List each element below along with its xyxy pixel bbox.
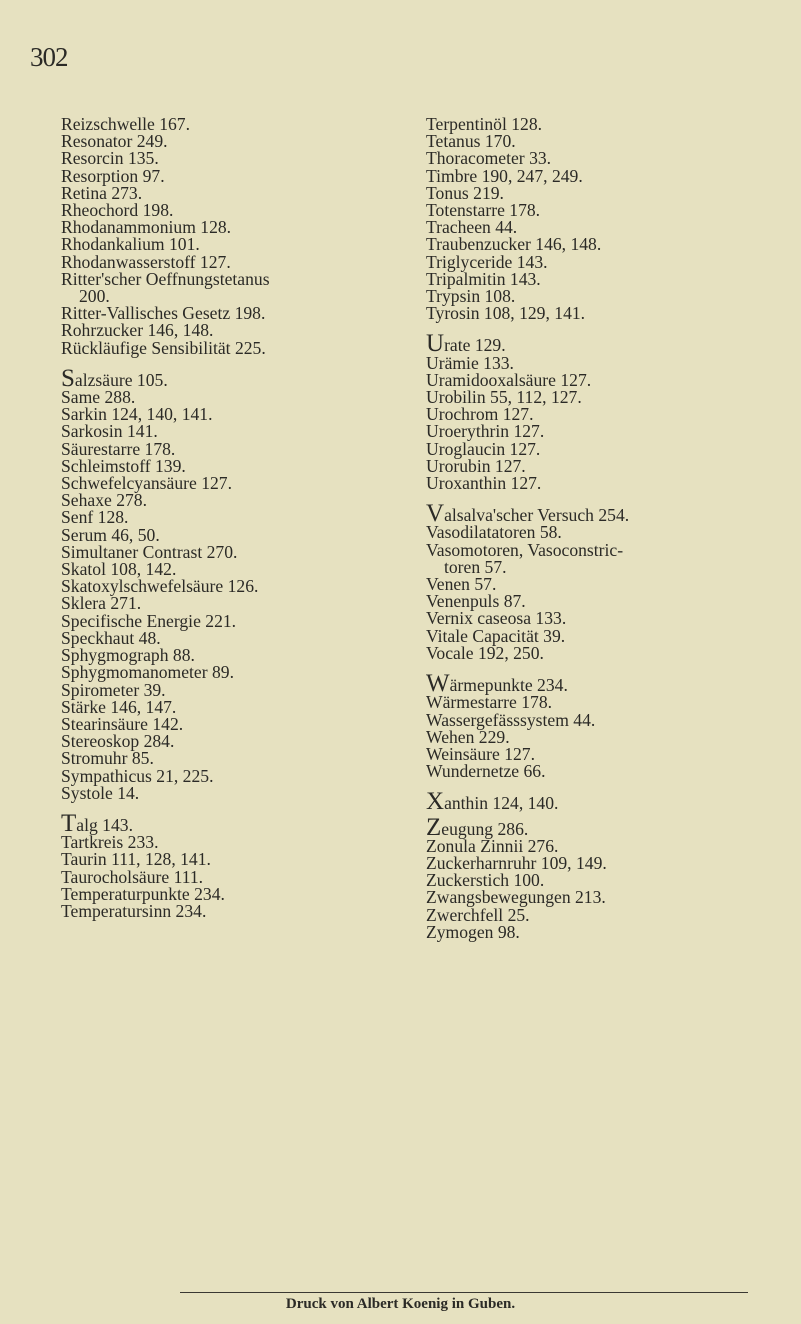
index-entry: Rohrzucker 146, 148. — [61, 320, 214, 341]
index-entry: Stromuhr 85. — [61, 748, 154, 769]
index-entry: Tyrosin 108, 129, 141. — [426, 303, 586, 324]
index-entry: Taurin 111, 128, 141. — [61, 849, 211, 870]
index-entry: Sphygmomanometer 89. — [61, 662, 234, 683]
index-entry: Skatol 108, 142. — [61, 559, 177, 580]
index-entry: Vasomotoren, Vasoconstric- — [426, 539, 624, 560]
index-entry: Uroglaucin 127. — [426, 438, 541, 459]
section-initial-letter: T — [61, 809, 77, 837]
index-entry: Stereoskop 284. — [61, 731, 175, 752]
index-entry: Weinsäure 127. — [426, 743, 535, 764]
printer-imprint: Druck von Albert Koenig in Guben. — [285, 1296, 516, 1312]
index-entry: Schleimstoff 139. — [61, 455, 186, 476]
index-entry: Retina 273. — [61, 182, 143, 203]
index-entry-text: alg 143. — [76, 814, 133, 835]
index-entry: Skatoxylschwefelsäure 126. — [61, 576, 259, 597]
index-entry: Urobilin 55, 112, 127. — [426, 387, 582, 408]
page-number: 302 — [30, 42, 68, 72]
index-entry: Thoracometer 33. — [426, 148, 552, 169]
index-entry: Zwerchfell 25. — [426, 904, 530, 925]
index-entry-section-start — [426, 330, 776, 358]
index-entry: Sympathicus 21, 225. — [61, 765, 214, 786]
index-entry: Uramidooxalsäure 127. — [426, 369, 592, 390]
index-entry: Rückläufige Sensibilität 225. — [61, 337, 266, 358]
index-entry: Uroerythrin 127. — [426, 421, 545, 442]
index-entry: Rhodankalium 101. — [61, 234, 200, 255]
index-entry: Taurocholsäure 111. — [61, 866, 204, 887]
section-initial-letter: W — [426, 670, 450, 698]
index-entry: Vernix caseosa 133. — [426, 608, 567, 629]
index-entry: Resorcin 135. — [61, 148, 159, 169]
index-entry: Uroxanthin 127. — [426, 473, 542, 494]
index-entry: Senf 128. — [61, 507, 129, 528]
section-gap — [61, 802, 396, 815]
index-entry: Resorption 97. — [61, 165, 165, 186]
index-entry-text: eugung 286. — [441, 818, 529, 839]
index-entry: Zymogen 98. — [426, 921, 520, 942]
index-entry: Wassergefässsystem 44. — [426, 709, 596, 730]
index-entry: Wundernetze 66. — [426, 761, 546, 782]
section-initial-letter: X — [426, 788, 445, 816]
index-entry: Same 288. — [61, 387, 136, 408]
index-entry-text: alzsäure 105. — [74, 369, 168, 390]
index-entry: Spirometer 39. — [61, 679, 166, 700]
index-entry-section-start — [426, 788, 776, 816]
index-entry: Sarkosin 141. — [61, 421, 158, 442]
index-entry-text: alsalva'scher Versuch 254. — [444, 505, 630, 526]
index-entry: Timbre 190, 247, 249. — [426, 165, 583, 186]
index-entry-continuation: 200. — [79, 286, 110, 307]
index-entry: Zuckerharnruhr 109, 149. — [426, 852, 607, 873]
index-entry: Wehen 229. — [426, 726, 510, 747]
index-entry: Stärke 146, 147. — [61, 696, 177, 717]
index-entry: Tartkreis 233. — [61, 832, 159, 853]
section-initial-letter: V — [426, 500, 445, 528]
index-entry-continuation: toren 57. — [444, 556, 507, 577]
index-entry: Vocale 192, 250. — [426, 642, 544, 663]
index-entry: Ritter'scher Oeffnungstetanus — [61, 268, 270, 289]
index-entry: Specifische Energie 221. — [61, 610, 237, 631]
section-gap — [426, 322, 776, 335]
index-entry: Zonula Zinnii 276. — [426, 835, 559, 856]
index-entry: Terpentinöl 128. — [426, 114, 543, 134]
index-entry: Systole 14. — [61, 782, 140, 803]
index-entry: Speckhaut 48. — [61, 627, 161, 648]
section-initial-letter: Z — [426, 813, 442, 841]
index-entry-section-start — [426, 813, 776, 841]
index-column-left — [61, 116, 396, 920]
index-entry: Simultaner Contrast 270. — [61, 541, 238, 562]
index-entry: Sklera 271. — [61, 593, 142, 614]
index-entry: Venenpuls 87. — [426, 591, 526, 612]
index-entry: Venen 57. — [426, 574, 497, 595]
index-column-right — [426, 116, 776, 941]
footer-rule — [180, 1292, 748, 1293]
section-initial-letter: U — [426, 330, 445, 358]
index-entry: Stearinsäure 142. — [61, 713, 184, 734]
index-entry: Sehaxe 278. — [61, 490, 147, 511]
section-gap — [426, 492, 776, 505]
index-entry: Temperaturpunkte 234. — [61, 883, 225, 904]
index-entry: Vitale Capacität 39. — [426, 625, 566, 646]
index-entry: Wärmestarre 178. — [426, 692, 553, 713]
index-entry: Reizschwelle 167. — [61, 114, 190, 134]
index-entry: Urorubin 127. — [426, 455, 526, 476]
section-gap — [426, 780, 776, 793]
index-entry: Ritter-Vallisches Gesetz 198. — [61, 303, 266, 324]
index-entry: Tonus 219. — [426, 182, 504, 203]
index-entry: Tracheen 44. — [426, 217, 518, 238]
index-entry: Rhodanwasserstoff 127. — [61, 251, 231, 272]
index-entry: Trypsin 108. — [426, 286, 516, 307]
section-gap — [426, 662, 776, 675]
index-entry: Triglyceride 143. — [426, 251, 548, 272]
index-entry: Tripalmitin 143. — [426, 268, 541, 289]
index-entry: Resonator 249. — [61, 131, 168, 152]
index-entry-text: anthin 124, 140. — [444, 793, 559, 814]
index-entry: Urochrom 127. — [426, 404, 534, 425]
index-entry-text: rate 129. — [444, 335, 506, 356]
index-entry: Tetanus 170. — [426, 131, 516, 152]
index-entry: Urämie 133. — [426, 352, 514, 373]
index-entry: Zuckerstich 100. — [426, 870, 545, 891]
section-initial-letter: S — [61, 364, 75, 392]
index-entry: Rheochord 198. — [61, 200, 174, 221]
index-entry: Vasodilatatoren 58. — [426, 522, 562, 543]
index-entry: Serum 46, 50. — [61, 524, 160, 545]
index-entry: Rhodanammonium 128. — [61, 217, 232, 238]
index-entry: Totenstarre 178. — [426, 200, 541, 221]
index-entry: Sphygmograph 88. — [61, 645, 195, 666]
section-gap — [61, 357, 396, 370]
index-entry: Temperatursinn 234. — [61, 900, 207, 921]
index-entry: Traubenzucker 146, 148. — [426, 234, 602, 255]
index-entry: Zwangsbewegungen 213. — [426, 887, 606, 908]
index-entry: Sarkin 124, 140, 141. — [61, 404, 213, 425]
index-entry-text: ärmepunkte 234. — [449, 675, 568, 696]
index-entry: Schwefelcyansäure 127. — [61, 473, 232, 494]
index-entry: Säurestarre 178. — [61, 438, 176, 459]
